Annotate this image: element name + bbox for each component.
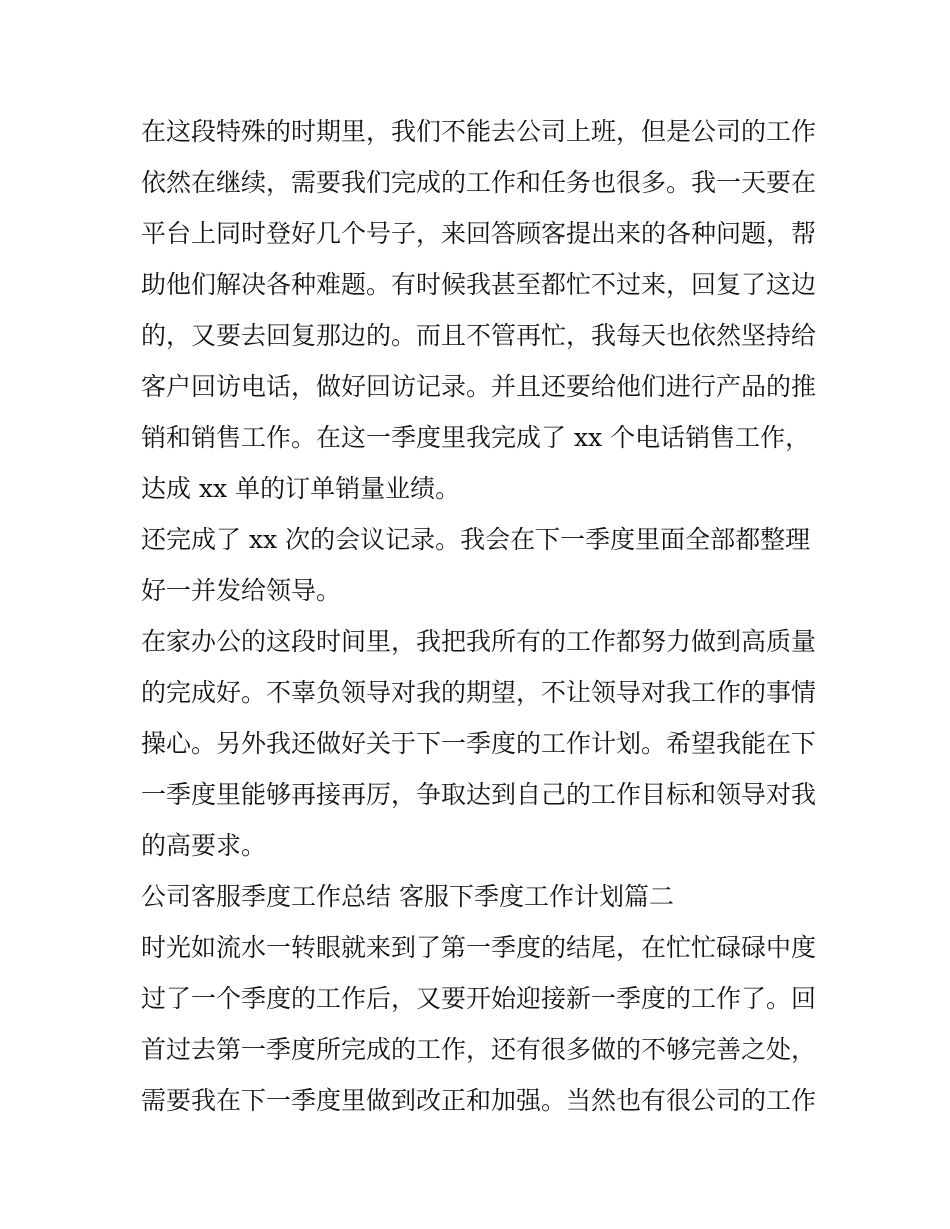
text-line: 销和销售工作。在这一季度里我完成了 xx 个电话销售工作， xyxy=(141,423,811,452)
body-text xyxy=(141,106,821,1126)
text-line: 助他们解决各种难题。有时候我甚至都忙不过来，回复了这边 xyxy=(141,270,817,299)
text-line: 的，又要去回复那边的。而且不管再忙，我每天也依然坚持给 xyxy=(141,321,817,350)
text-line: 时光如流水一转眼就来到了第一季度的结尾，在忙忙碌碌中度 xyxy=(141,933,817,962)
text-line: 在家办公的这段时间里，我把我所有的工作都努力做到高质量 xyxy=(141,627,817,656)
text-line: 达成 xx 单的订单销量业绩。 xyxy=(141,474,461,503)
text-line: 过了一个季度的工作后，又要开始迎接新一季度的工作了。回 xyxy=(141,984,817,1013)
text-line: 一季度里能够再接再厉，争取达到自己的工作目标和领导对我 xyxy=(141,780,817,809)
text-line: 的完成好。不辜负领导对我的期望，不让领导对我工作的事情 xyxy=(141,678,817,707)
text-line: 平台上同时登好几个号子，来回答顾客提出来的各种问题，帮 xyxy=(141,219,817,248)
text-line: 的高要求。 xyxy=(141,831,267,860)
text-line: 依然在继续，需要我们完成的工作和任务也很多。我一天要在 xyxy=(141,168,817,197)
text-line: 首过去第一季度所完成的工作，还有很多做的不够完善之处， xyxy=(141,1035,817,1064)
text-line: 客户回访电话，做好回访记录。并且还要给他们进行产品的推 xyxy=(141,372,817,401)
text-line: 需要我在下一季度里做到改正和加强。当然也有很公司的工作 xyxy=(141,1086,817,1115)
text-line: 还完成了 xx 次的会议记录。我会在下一季度里面全部都整理 xyxy=(141,525,811,554)
text-line: 操心。另外我还做好关于下一季度的工作计划。希望我能在下 xyxy=(141,729,817,758)
text-line: 好一并发给领导。 xyxy=(141,576,342,605)
text-line: 在这段特殊的时期里，我们不能去公司上班，但是公司的工作 xyxy=(141,117,817,146)
section-heading: 公司客服季度工作总结 客服下季度工作计划篇二 xyxy=(141,882,674,911)
